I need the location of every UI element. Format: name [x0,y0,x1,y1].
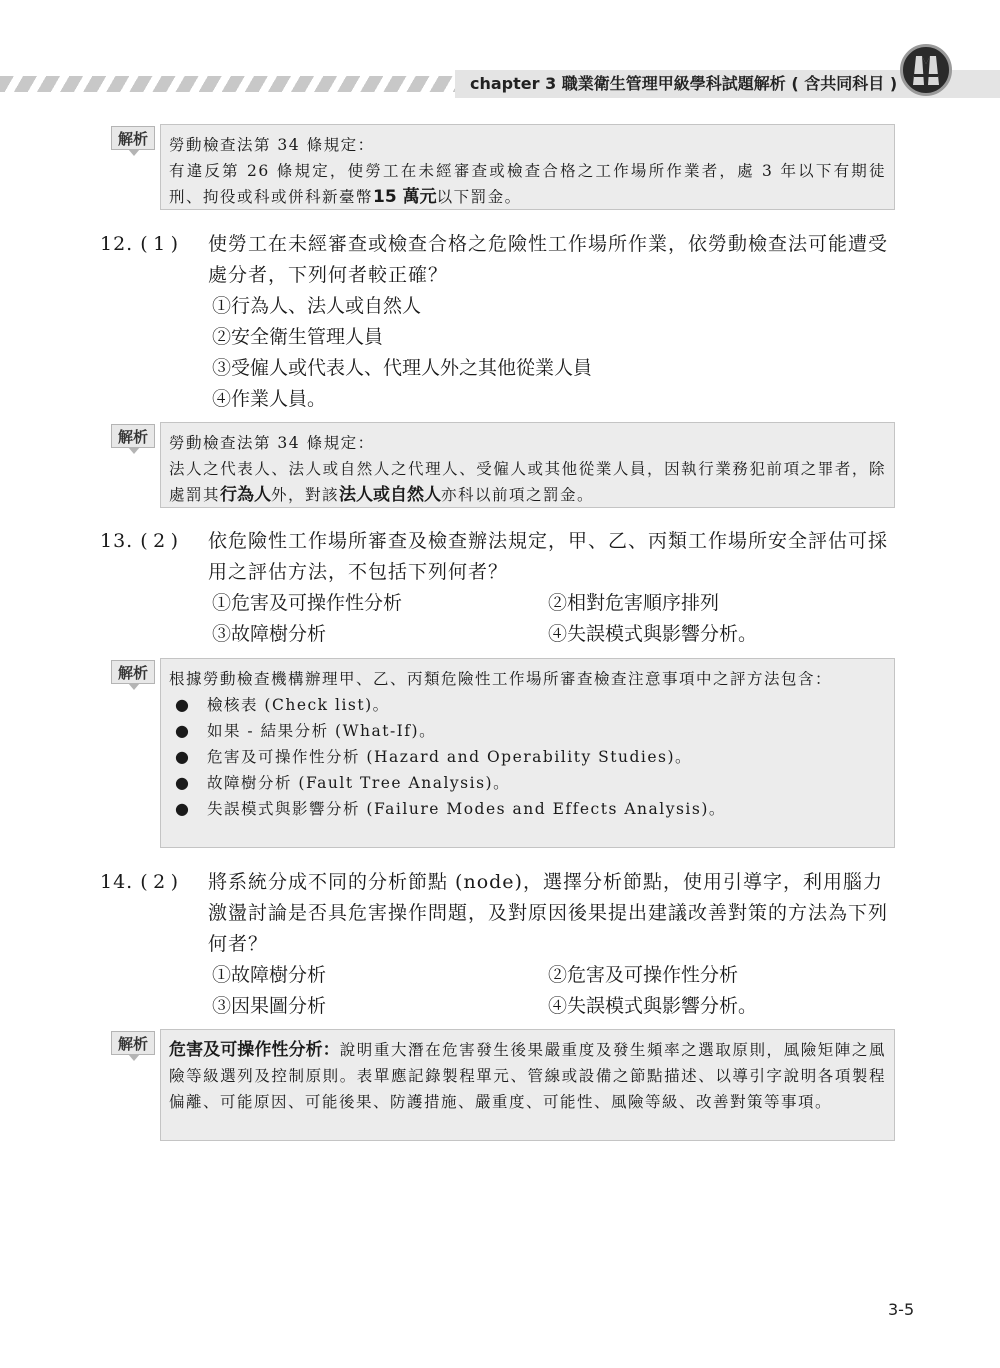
question-number: 13. ( 2 ) [100,526,179,557]
option-4: ④失誤模式與影響分析。 [548,623,758,645]
explanation-tag: 解析 [111,126,155,150]
option-row [212,619,900,650]
question-text: 使勞工在未經審查或檢查合格之危險性工作場所作業，依勞動檢查法可能遭受處分者，下列何者較正確？ [208,233,889,286]
header-stripes [0,76,470,92]
question-number: 14. ( 2 ) [100,867,179,898]
chapter-title: chapter 3 職業衛生管理甲級學科試題解析 ( 含共同科目 ) [470,74,898,93]
explanation-box-13 [160,658,895,848]
option-3: ③故障樹分析 [212,623,327,645]
explanation-line: 勞動檢查法第 34 條規定： [169,434,375,452]
explanation-line: 法人之代表人、法人或自然人之代理人、受僱人或其他從業人員，因執行業務犯前項之罪者，除處罰其行為人外，對該法人或自然人亦科以前項之罰金。 [169,460,886,505]
list-item: ● 故障樹分析 (Fault Tree Analysis)。 [169,770,886,796]
option-row [212,353,900,384]
list-item: ● 如果 - 結果分析 (What-If)。 [169,718,886,744]
explanation-line: 有違反第 26 條規定，使勞工在未經審查或檢查合格之工作場所作業者，處 3 年以下有期徒刑、拘役或科或併科新臺幣15 萬元以下罰金。 [169,162,886,207]
bullet-icon: ● [175,773,191,792]
option-2: ②相對危害順序排列 [548,592,720,614]
question-number: 12. ( 1 ) [100,229,179,260]
bullet-icon: ● [175,695,191,714]
option-4: ④作業人員。 [212,388,327,410]
question-text: 依危險性工作場所審查及檢查辦法規定，甲、乙、丙類工作場所安全評估可採用之評估方法，不包括下列何者？ [208,530,889,583]
option-row [212,991,900,1022]
chapter-header [0,70,1000,98]
page-number: 3-5 [888,1300,915,1319]
option-row [212,384,900,415]
explanation-box-11 [160,124,895,210]
explanation-line: 勞動檢查法第 34 條規定： [169,136,375,154]
option-4: ④失誤模式與影響分析。 [548,995,758,1017]
option-1: ①故障樹分析 [212,964,327,986]
explanation-box-14 [160,1029,895,1141]
list-item: ● 危害及可操作性分析 (Hazard and Operability Studies)。 [169,744,886,770]
bullet-icon: ● [175,799,191,818]
method-list [169,692,886,822]
question-12 [100,229,900,415]
option-1: ①危害及可操作性分析 [212,592,403,614]
option-row [212,291,900,322]
option-row [212,322,900,353]
option-row [212,960,900,991]
explanation-tag: 解析 [111,1031,155,1055]
option-3: ③因果圖分析 [212,995,327,1017]
option-2: ②安全衛生管理人員 [212,326,384,348]
question-14 [100,867,900,1022]
explanation-box-12 [160,422,895,508]
list-item: ● 檢核表 (Check list)。 [169,692,886,718]
option-2: ②危害及可操作性分析 [548,964,739,986]
answer-value: 2 [153,530,167,552]
option-3: ③受僱人或代表人、代理人外之其他從業人員 [212,357,593,379]
list-item: ● 失誤模式與影響分析 (Failure Modes and Effects Analysis)。 [169,796,886,822]
bullet-icon: ● [175,721,191,740]
option-row [212,588,900,619]
explanation-tag: 解析 [111,424,155,448]
question-text: 將系統分成不同的分析節點 (node)，選擇分析節點，使用引導字，利用腦力激盪討論是否具危害操作問題，及對原因後果提出建議改善對策的方法為下列何者？ [208,871,889,955]
explanation-line: 危害及可操作性分析：說明重大潛在危害發生後果嚴重度及發生頻率之選取原則，風險矩陣之風險等級選列及控制原則。表單應記錄製程單元、管線或設備之節點描述、以導引字說明各項製程偏離、可能原因、可能後果、防護措施、嚴重度、可能性、風險等級、改善對策等事項。 [169,1040,886,1111]
answer-value: 2 [153,871,167,893]
bullet-icon: ● [175,747,191,766]
question-13 [100,526,900,650]
explanation-tag: 解析 [111,660,155,684]
safety-vest-logo-icon [900,44,952,96]
answer-value: 1 [153,233,167,255]
explanation-intro: 根據勞動檢查機構辦理甲、乙、丙類危險性工作場所審查檢查注意事項中之評方法包含： [169,670,833,688]
option-1: ①行為人、法人或自然人 [212,295,422,317]
